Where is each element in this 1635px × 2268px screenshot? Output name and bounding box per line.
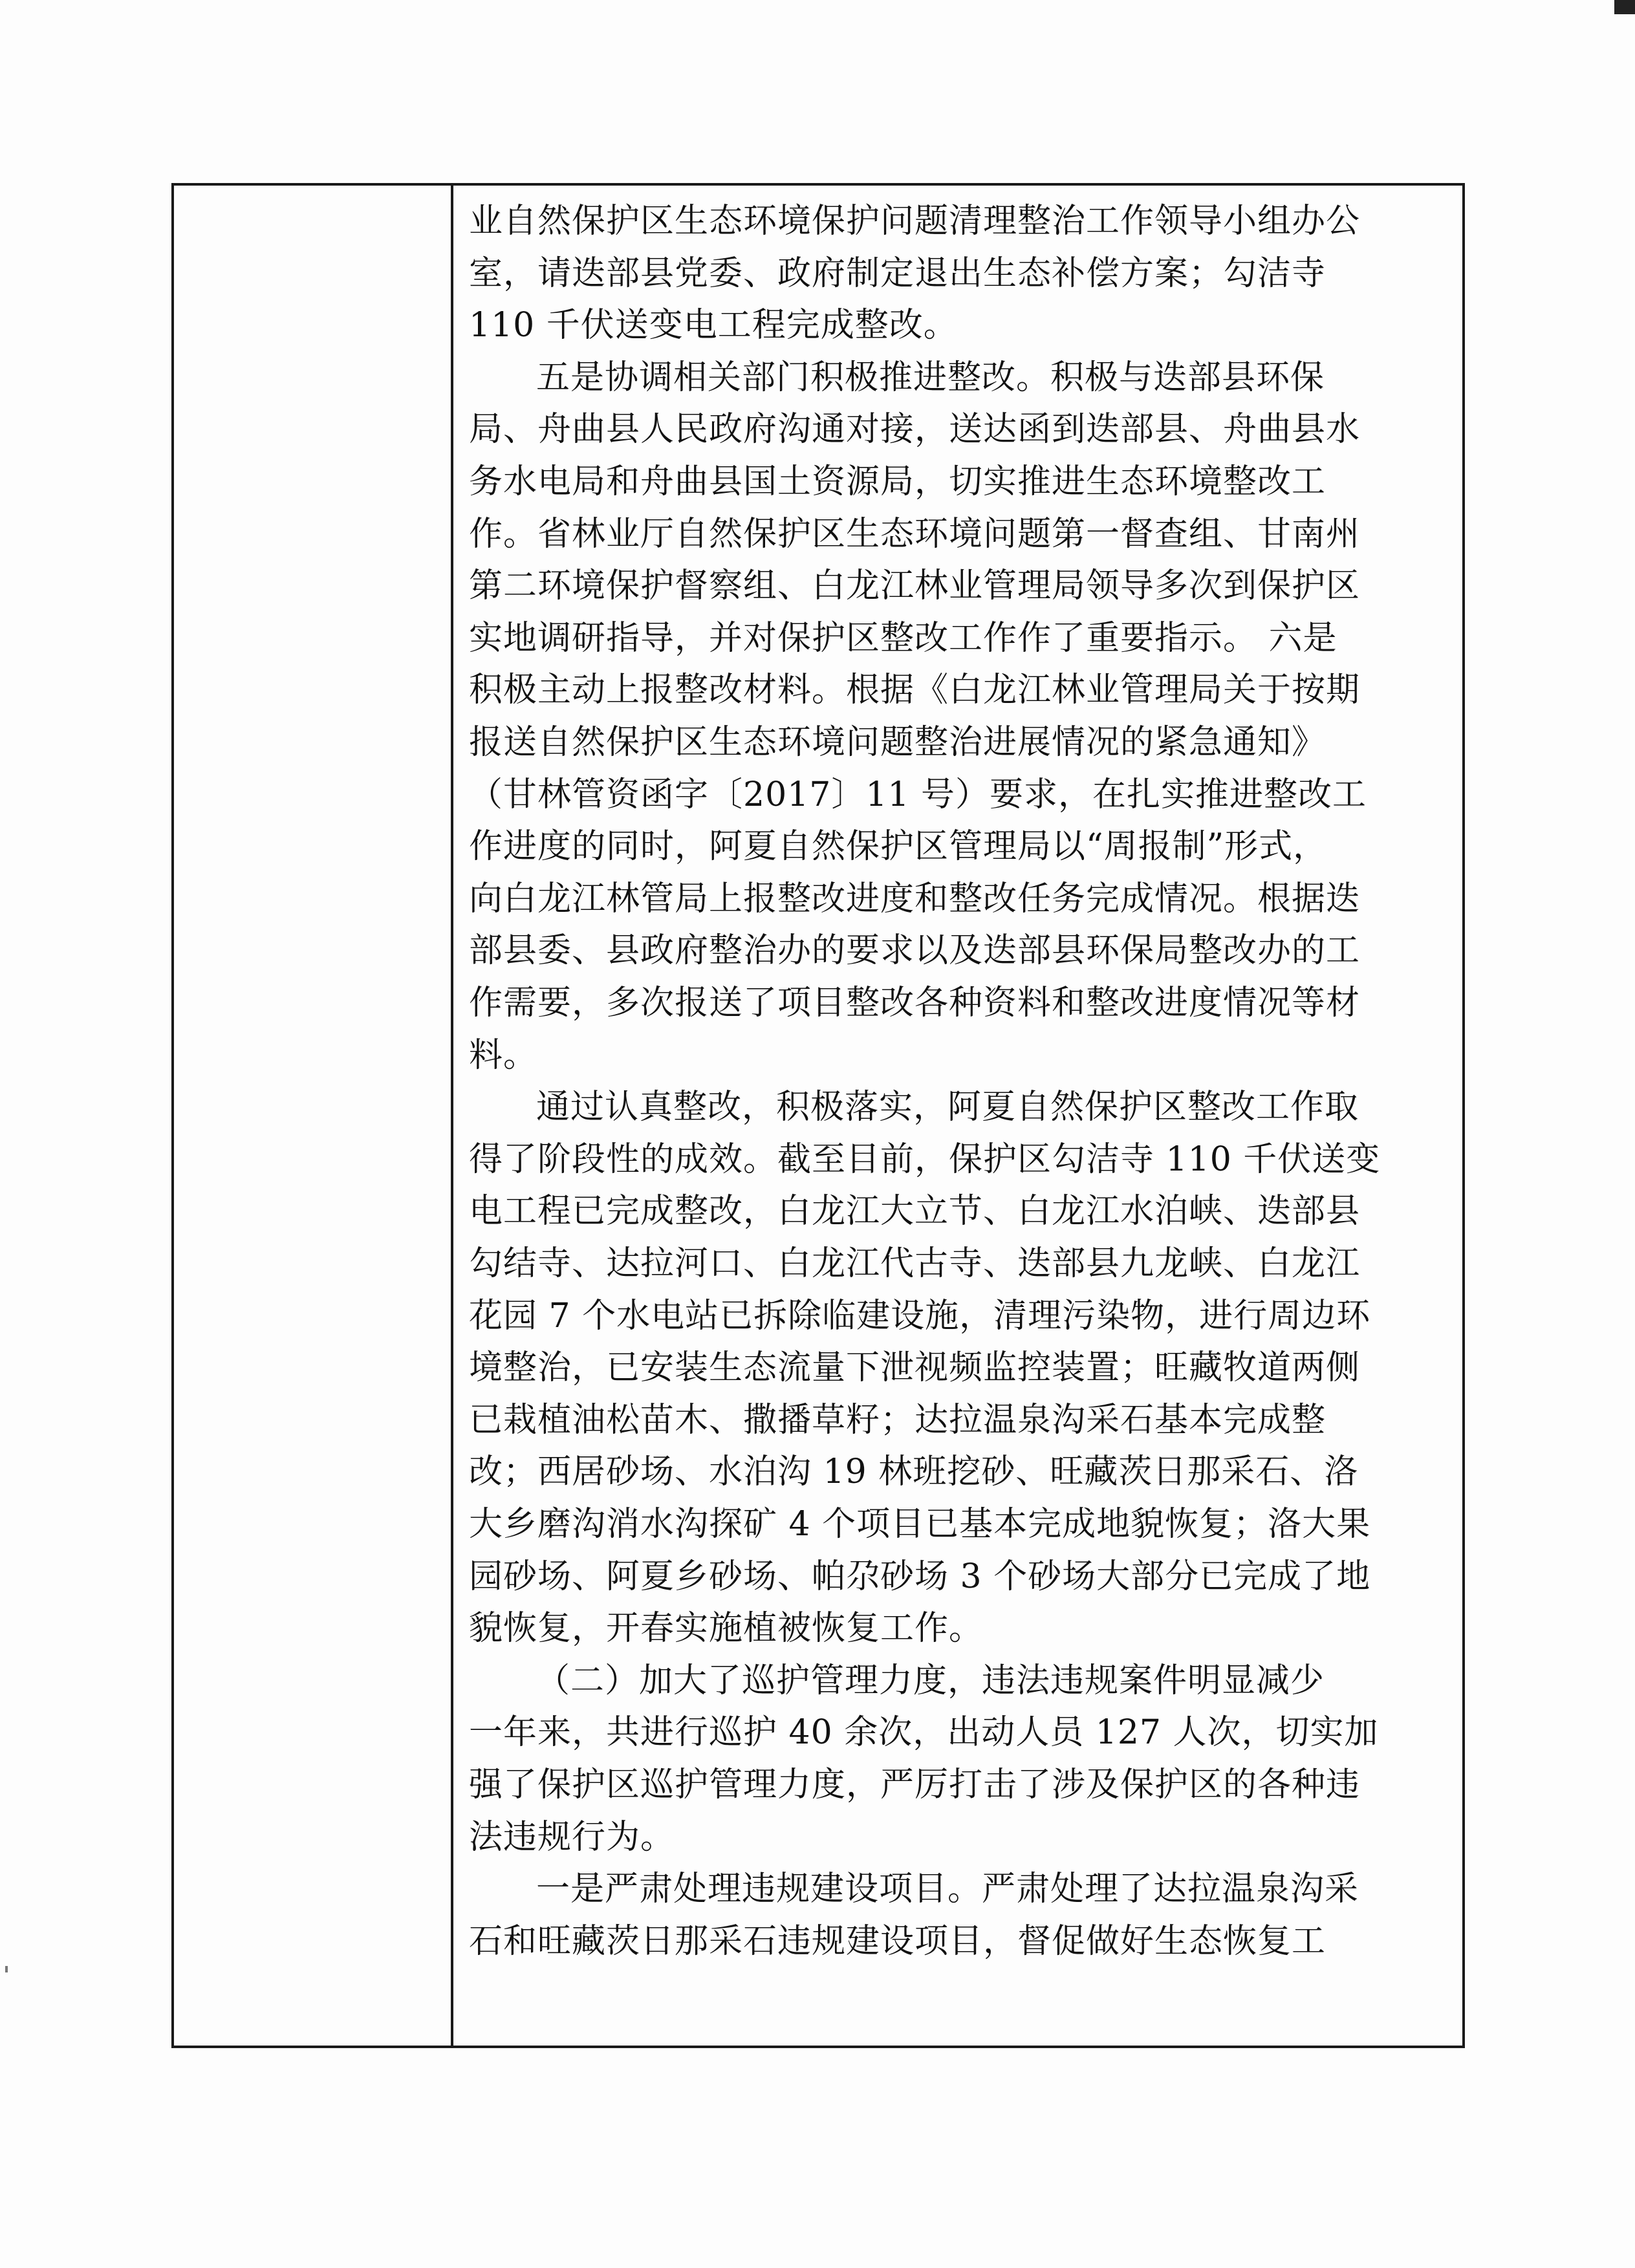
content-table xyxy=(171,183,1465,2048)
text-line: 局、舟曲县人民政府沟通对接，送达函到迭部县、舟曲县水 xyxy=(469,410,1361,449)
text-line: 110 千伏送变电工程完成整改。 xyxy=(469,306,958,345)
text-line: 实地调研指导，并对保护区整改工作作了重要指示。 六是 xyxy=(469,618,1337,658)
table-left-cell xyxy=(174,186,453,2046)
text-line: 作。省林业厅自然保护区生态环境问题第一督查组、甘南州 xyxy=(469,514,1361,554)
text-line: 花园 7 个水电站已拆除临建设施，清理污染物，进行周边环 xyxy=(469,1296,1371,1335)
text-line: 业自然保护区生态环境保护问题清理整治工作领导小组办公 xyxy=(469,202,1361,241)
text-line: 一是严肃处理违规建设项目。严肃处理了达拉温泉沟采 xyxy=(536,1870,1359,1909)
text-line: 第二环境保护督察组、白龙江林业管理局领导多次到保护区 xyxy=(469,567,1361,606)
text-line: 貌恢复，开春实施植被恢复工作。 xyxy=(469,1609,984,1648)
text-line: 得了阶段性的成效。截至目前，保护区勾洁寺 110 千伏送变 xyxy=(469,1139,1381,1179)
text-line: 积极主动上报整改材料。根据《白龙江林业管理局关于按期 xyxy=(469,671,1361,710)
text-line: 已栽植油松苗木、撒播草籽；达拉温泉沟采石基本完成整 xyxy=(469,1400,1326,1440)
text-line: 报送自然保护区生态环境问题整治进展情况的紧急通知》 xyxy=(469,723,1326,762)
text-line: （甘林管资函字〔2017〕11 号）要求，在扎实推进整改工 xyxy=(469,775,1367,814)
text-line: 料。 xyxy=(469,1035,538,1075)
text-line: 强了保护区巡护管理力度，严厉打击了涉及保护区的各种违 xyxy=(469,1766,1361,1804)
text-line: 五是协调相关部门积极推进整改。积极与迭部县环保 xyxy=(536,358,1325,397)
text-line: 作进度的同时，阿夏自然保护区管理局以“周报制”形式， xyxy=(469,827,1328,867)
text-line: （二）加大了巡护管理力度，违法违规案件明显减少 xyxy=(536,1661,1325,1700)
text-line: 园砂场、阿夏乡砂场、帕尕砂场 3 个砂场大部分已完成了地 xyxy=(469,1557,1371,1596)
text-line: 勾结寺、达拉河口、白龙江代古寺、迭部县九龙峡、白龙江 xyxy=(469,1244,1361,1283)
text-line: 大乡磨沟消水沟探矿 4 个项目已基本完成地貌恢复；洛大果 xyxy=(469,1505,1371,1544)
text-line: 部县委、县政府整治办的要求以及迭部县环保局整改办的工 xyxy=(469,931,1361,971)
text-line: 法违规行为。 xyxy=(469,1817,675,1857)
text-line: 作需要，多次报送了项目整改各种资料和整改进度情况等材 xyxy=(469,984,1361,1022)
scan-edge-mark xyxy=(1614,0,1635,14)
text-line: 改；西居砂场、水泊沟 19 林班挖砂、旺藏茨日那采石、洛 xyxy=(469,1453,1359,1492)
text-line: 境整治，已安装生态流量下泄视频监控装置；旺藏牧道两侧 xyxy=(469,1348,1361,1388)
text-line: 通过认真整改，积极落实，阿夏自然保护区整改工作取 xyxy=(536,1088,1359,1127)
table-right-cell xyxy=(453,186,1462,2046)
text-line: 一年来，共进行巡护 40 余次，出动人员 127 人次，切实加 xyxy=(469,1713,1379,1753)
text-line: 石和旺藏茨日那采石违规建设项目，督促做好生态恢复工 xyxy=(469,1921,1326,1961)
scan-dust-mark xyxy=(5,1966,8,1972)
text-line: 向白龙江林管局上报整改进度和整改任务完成情况。根据迭 xyxy=(469,879,1361,918)
text-line: 室，请迭部县党委、政府制定退出生态补偿方案；勾洁寺 xyxy=(469,254,1326,293)
text-line: 务水电局和舟曲县国土资源局，切实推进生态环境整改工 xyxy=(469,462,1326,501)
text-line: 电工程已完成整改，白龙江大立节、白龙江水泊峡、迭部县 xyxy=(469,1192,1361,1231)
